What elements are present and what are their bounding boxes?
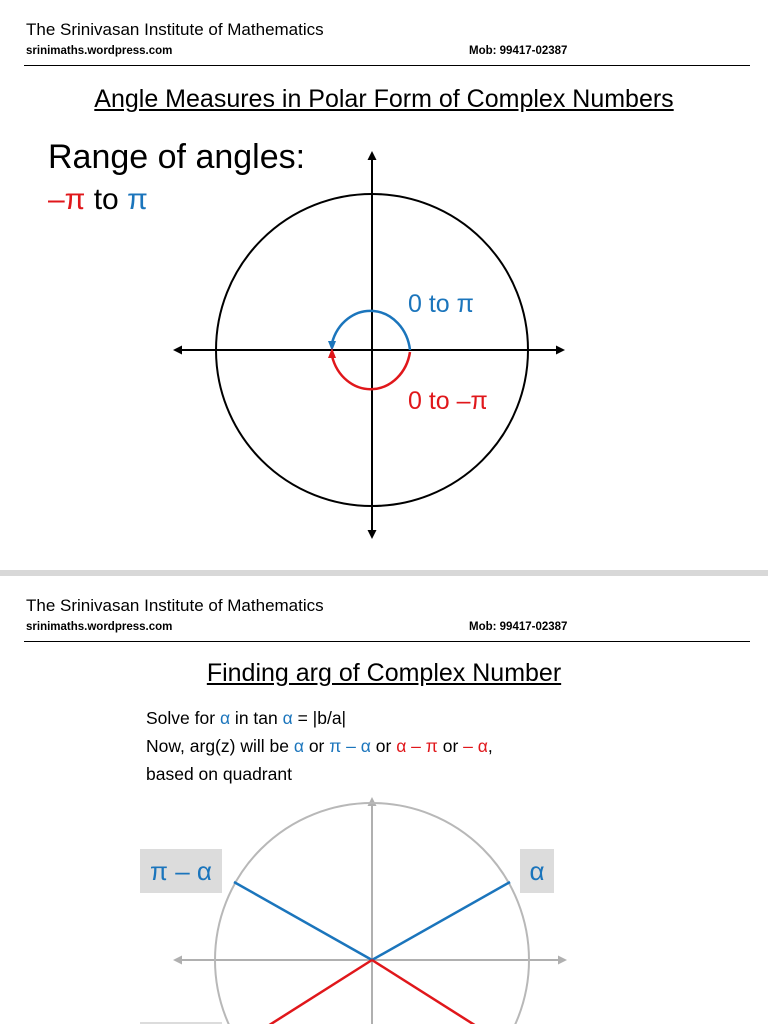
arc-upper-label: 0 to π xyxy=(408,290,474,318)
text-fragment: or xyxy=(370,736,397,756)
step-quadrant-note: based on quadrant xyxy=(146,764,292,784)
quadrant-diagram xyxy=(0,576,768,1024)
mobile-number: Mob: 99417-02387 xyxy=(469,621,568,633)
radius-quadrant-1 xyxy=(372,882,510,960)
text-fragment: in tan xyxy=(230,708,283,728)
text-fragment: or xyxy=(437,736,464,756)
institute-name: The Srinivasan Institute of Mathematics xyxy=(26,20,324,39)
page-title: Finding arg of Complex Number xyxy=(206,659,562,687)
text-fragment: or xyxy=(303,736,330,756)
y-axis-top-arrow xyxy=(368,797,377,806)
x-axis-left-arrow xyxy=(173,346,182,355)
badge-pi-minus-alpha: π – α xyxy=(140,849,222,893)
range-label: Range of angles: xyxy=(48,138,306,176)
option-alpha-minus-pi: α – π xyxy=(396,736,438,756)
text-fragment: , xyxy=(487,736,493,756)
slide-finding-arg xyxy=(0,576,768,1024)
radius-quadrant-3 xyxy=(252,960,372,1024)
mobile-number: Mob: 99417-02387 xyxy=(469,45,568,57)
option-pi-minus-alpha: π – α xyxy=(329,736,371,756)
text-fragment: = |b/a| xyxy=(292,708,347,728)
x-axis-right-arrow xyxy=(556,346,565,355)
range-to-word: to xyxy=(85,183,128,216)
text-fragment: Solve for xyxy=(146,708,220,728)
page-title: Angle Measures in Polar Form of Complex Numbers xyxy=(94,85,674,113)
alpha-symbol: α xyxy=(219,708,231,728)
website-link[interactable]: srinimaths.wordpress.com xyxy=(26,621,173,633)
text-fragment: Now, arg(z) will be xyxy=(146,736,294,756)
x-axis-right-arrow xyxy=(558,956,567,965)
radius-quadrant-2 xyxy=(234,882,372,960)
alpha-symbol: α xyxy=(282,708,293,728)
option-minus-alpha: – α xyxy=(463,736,488,756)
range-from: –π xyxy=(48,183,86,216)
option-alpha: α xyxy=(293,736,304,756)
y-axis-bottom-arrow xyxy=(368,530,377,539)
radius-quadrant-4 xyxy=(372,960,492,1024)
institute-name: The Srinivasan Institute of Mathematics xyxy=(26,596,324,615)
y-axis-top-arrow xyxy=(368,151,377,160)
badge-alpha: α xyxy=(520,849,554,893)
website-link[interactable]: srinimaths.wordpress.com xyxy=(26,45,173,57)
x-axis-left-arrow xyxy=(173,956,182,965)
arc-lower-label: 0 to –π xyxy=(408,387,488,415)
range-to: π xyxy=(127,183,148,216)
